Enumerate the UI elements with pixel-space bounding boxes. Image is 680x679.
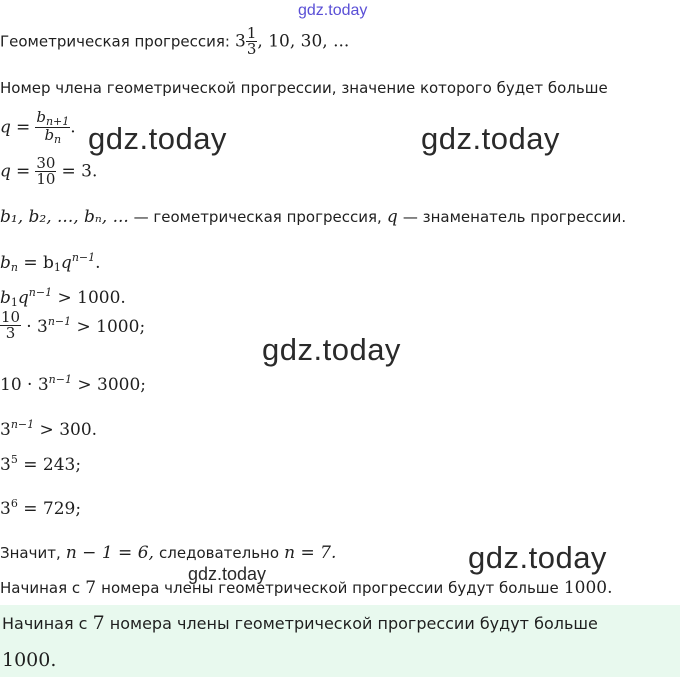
line-conclusion: Значит, n − 1 = 6, следовательно n = 7. [0,543,337,563]
line-inequality-2: $\frac{10}{3}$ · $3^{n-1} > 1000$; [1,308,146,342]
watermark: gdz.today [468,540,607,575]
sequence-terms: b₁, b₂, ..., bₙ, ... [0,207,129,227]
line-q-value [0,156,97,202]
line-general-formula: $b_n = b_1q^{n-1}$. [0,251,101,274]
watermark: gdz.today [262,332,401,367]
q-symbol: q [386,207,398,227]
watermark: gdz.today [421,121,560,156]
fraction-num: 10 [1,308,21,326]
line-power-6: $3^6 = 729$; [0,497,82,519]
answer-text: Начиная с 7 номера члены геометрической прогрессии будут больше 1000. [2,612,598,671]
definition-rest: — знаменатель прогрессии. [402,208,627,226]
fraction-den: 10 [36,170,56,188]
progression-label: Геометрическая прогрессия: [0,32,230,51]
definition-text: — геометрическая прогрессия, [128,208,382,226]
fraction-num: $b_{n+1}$ [36,108,70,128]
q-fraction [35,110,70,145]
line-inequality-3: $10 \cdot 3^{n-1} > 3000$; [0,373,147,395]
line-progression [0,26,349,72]
answer-box [0,605,680,677]
mixed-int: 3 [235,31,246,52]
line-answer-plain: Начиная с 7 номера члены геометрической прогрессии будут больше 1000. [0,578,613,598]
line-inequality-4: $3^{n-1} > 300$. [0,418,98,440]
line-inequality-1: $b_1q^{n-1} > 1000$. [0,286,126,309]
line-power-5: $3^5 = 243$; [0,453,82,475]
mixed-fraction [246,26,258,57]
q-symbol: q [0,117,11,138]
watermark: gdz.today [88,121,227,156]
line-definition [0,207,626,227]
q-fraction [35,156,56,187]
watermark-top: gdz.today [298,2,368,19]
watermark-small: gdz.today [188,564,267,584]
fraction-den: 3 [246,40,257,58]
fraction-den: $b_n$ [35,127,70,145]
progression-rest: , 10, 30, ... [257,31,350,52]
dot: . [70,117,76,138]
q-symbol: q [0,161,11,182]
fraction-den: 3 [0,325,21,341]
ten-thirds-fraction [0,310,21,341]
fraction-num: 1 [246,24,257,42]
q-result: = 3. [61,161,98,182]
line-q-formula [0,110,76,156]
equals: = [15,161,31,182]
line-question: Номер члена геометрической прогрессии, значение которого будет больше [0,79,608,97]
equals: = [15,117,31,138]
fraction-num: 30 [36,154,56,172]
